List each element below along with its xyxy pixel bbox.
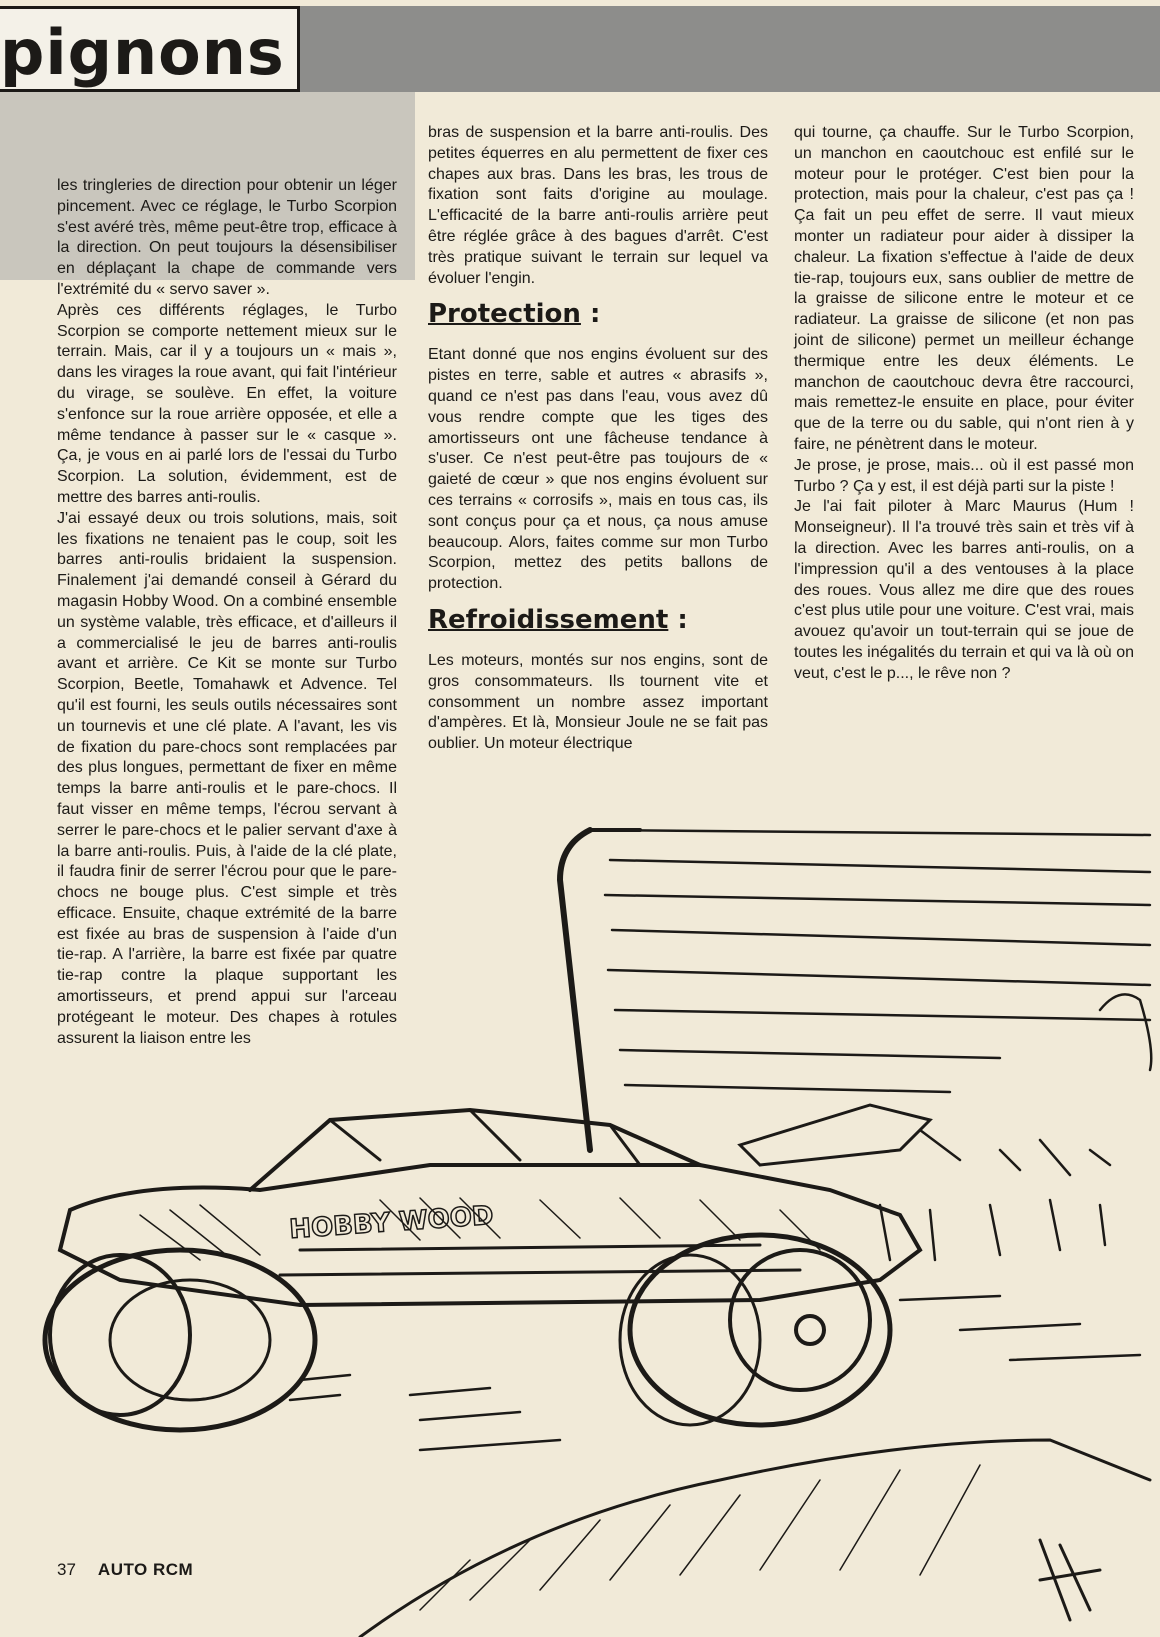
paragraph: Les moteurs, montés sur nos engins, sont de gros consommateurs. Ils tournent vite et consomment un nombre assez important d'ampères. Et là, Monsieur Joule ne se fait pas oublier. Un moteur électrique: [428, 651, 768, 753]
paragraph: Je l'ai fait piloter à Marc Maurus (Hum ! Monseigneur). Il l'a trouvé très sain et très vif à la direction. Avec les barres anti-roulis, on a l'impression qu'il a des ventouses à la place des roues. Vous allez me dire que des roues c'est plus utile pour une voiture. C'est vrai, mais avouez qu'avoir un tout-terrain qui se joue de toutes les inégalités du terrain et qui va là où on veut, c'est le p..., le rêve non ?: [794, 498, 1134, 682]
chassis-body: [60, 1165, 920, 1305]
car-livery-label: HOBBY WOOD: [288, 1200, 495, 1245]
paragraph: qui tourne, ça chauffe. Sur le Turbo Scorpion, un manchon en caoutchouc est enfilé sur le moteur pour le protéger. C'est bien pour la protection, mais pour la chaleur, c'est pas ça ! Ça fait un peu effet de serre. Il vaut mieux monter un radiateur pour aider à dissiper la chaleur. La fixation s'effectue à l'aide de deux tie-rap, toujours eux, sans oublier de mettre de la graisse de silicone entre le moteur et ce radiateur. La graisse de silicone (et non pas joint de silicone) permet un meilleur échange thermique entre les deux éléments. Le manchon de caoutchouc devra être raccourci, mais remettez-le ensuite en place, pour éviter que de la terre ou du sable, qui n'ont rien à y faire, ne pénètrent dans le moteur.: [794, 124, 1134, 453]
heading-text: Protection: [428, 299, 581, 330]
page-number: 37: [57, 1560, 76, 1579]
heading-text: Refroidissement: [428, 604, 669, 635]
heading-colon: :: [668, 604, 688, 635]
paragraph: Etant donné que nos engins évoluent sur des pistes en terre, sable et autres « abrasifs », quand ce n'est pas dans l'eau, vous avez dû vous rendre compte que les tiges des amortisseurs ont une fâcheuse tendance à s'user. Ce n'est peut-être pas toujours de « gaieté de cœur » que nos engins évoluent sur ces terrains « corrosifs », mais en tous cas, ils sont conçus pour ça et nous, ça nous amuse beaucoup. Alors, faites comme sur mon Turbo Scorpion, mettez des petits ballons de protection.: [428, 346, 768, 593]
paragraph: J'ai essayé deux ou trois solutions, mais, soit les fixations ne tenaient pas le coup, soit les barres anti-roulis bridaient la suspension. Finalement j'ai demandé conseil à Gérard du magasin Hobby Wood. On a combiné ensemble un système valable, très efficace, et d'ailleurs il a commercialisé le jeu de barres anti-roulis avant et arrière. Ce Kit se monte sur Turbo Scorpion, Beetle, Tomahawk et Advence. Tel qu'il est fourni, les seuls outils nécessaires sont un tournevis et une clé plate. A l'avant, les vis de fixation du pare-chocs sont remplacées par des plus longues, permettant de fixer en même temps la barre anti-roulis et le pare-chocs. Il faut visser en même temps, l'écrou servant à serrer le pare-chocs et le palier servant d'axe à la barre anti-roulis. Puis, à l'aide de la clé plate, il faudra finir de serrer l'écrou pour que le pare-chocs ne bouge plus. C'est simple et très efficace. Ensuite, chaque extrémité de la barre est fixée au bras de suspension à l'aide d'un tie-rap. A l'arrière, la barre est fixée par quatre tie-rap contre la plaque supportant les amortisseurs, et prend appui sur l'arceau protégeant le moteur. Des chapes à rotules assurent la liaison entre les: [57, 509, 397, 1047]
page-title: pignons: [0, 16, 285, 89]
page-footer: [57, 1560, 193, 1580]
front-wheel: [45, 1250, 315, 1430]
artist-signature: [1040, 1540, 1100, 1620]
paragraph: les tringleries de direction pour obtenir un léger pincement. Avec ce réglage, le Turbo Scorpion s'est avéré très, même peut-être trop, efficace à la direction. On peut toujours la désensibiliser en déplaçant la chape de commande vers l'extrémité du « servo saver ».: [57, 177, 397, 298]
magazine-name: AUTO RCM: [97, 1560, 194, 1579]
heading-colon: :: [580, 299, 601, 330]
paragraph: Je prose, je prose, mais... où il est passé mon Turbo ? Ça y est, il est déjà parti sur la piste !: [794, 456, 1134, 495]
speed-lines: [600, 830, 1151, 1092]
ground-marks: [290, 1130, 1140, 1450]
rear-wheel: [620, 1235, 890, 1425]
antenna: [560, 830, 590, 1150]
hill: [360, 1440, 1150, 1637]
paragraph: bras de suspension et la barre anti-roulis. Des petites équerres en alu permettent de fixer ces chapes aux bras. Dans les bras, les trous de fixation sont faits d'origine au moulage. L'efficacité de la barre anti-roulis arrière peut être réglée grâce à des bagues d'arrêt. C'est très pratique suivant le terrain sur lequel va évoluer l'engin.: [428, 124, 768, 287]
paragraph: Après ces différents réglages, le Turbo Scorpion se comporte nettement mieux sur le terrain. Mais, car il y a toujours un « mais », dans les virages la roue avant, qui fait l'intérieur du virage, se soulève. En effet, la voiture s'enfonce sur la roue arrière opposée, et elle a même tendance à passer sur le « casque ». Ça, je vous en ai parlé lors de l'essai du Turbo Scorpion. La solution, évidemment, est de mettre des barres anti-roulis.: [57, 301, 397, 506]
